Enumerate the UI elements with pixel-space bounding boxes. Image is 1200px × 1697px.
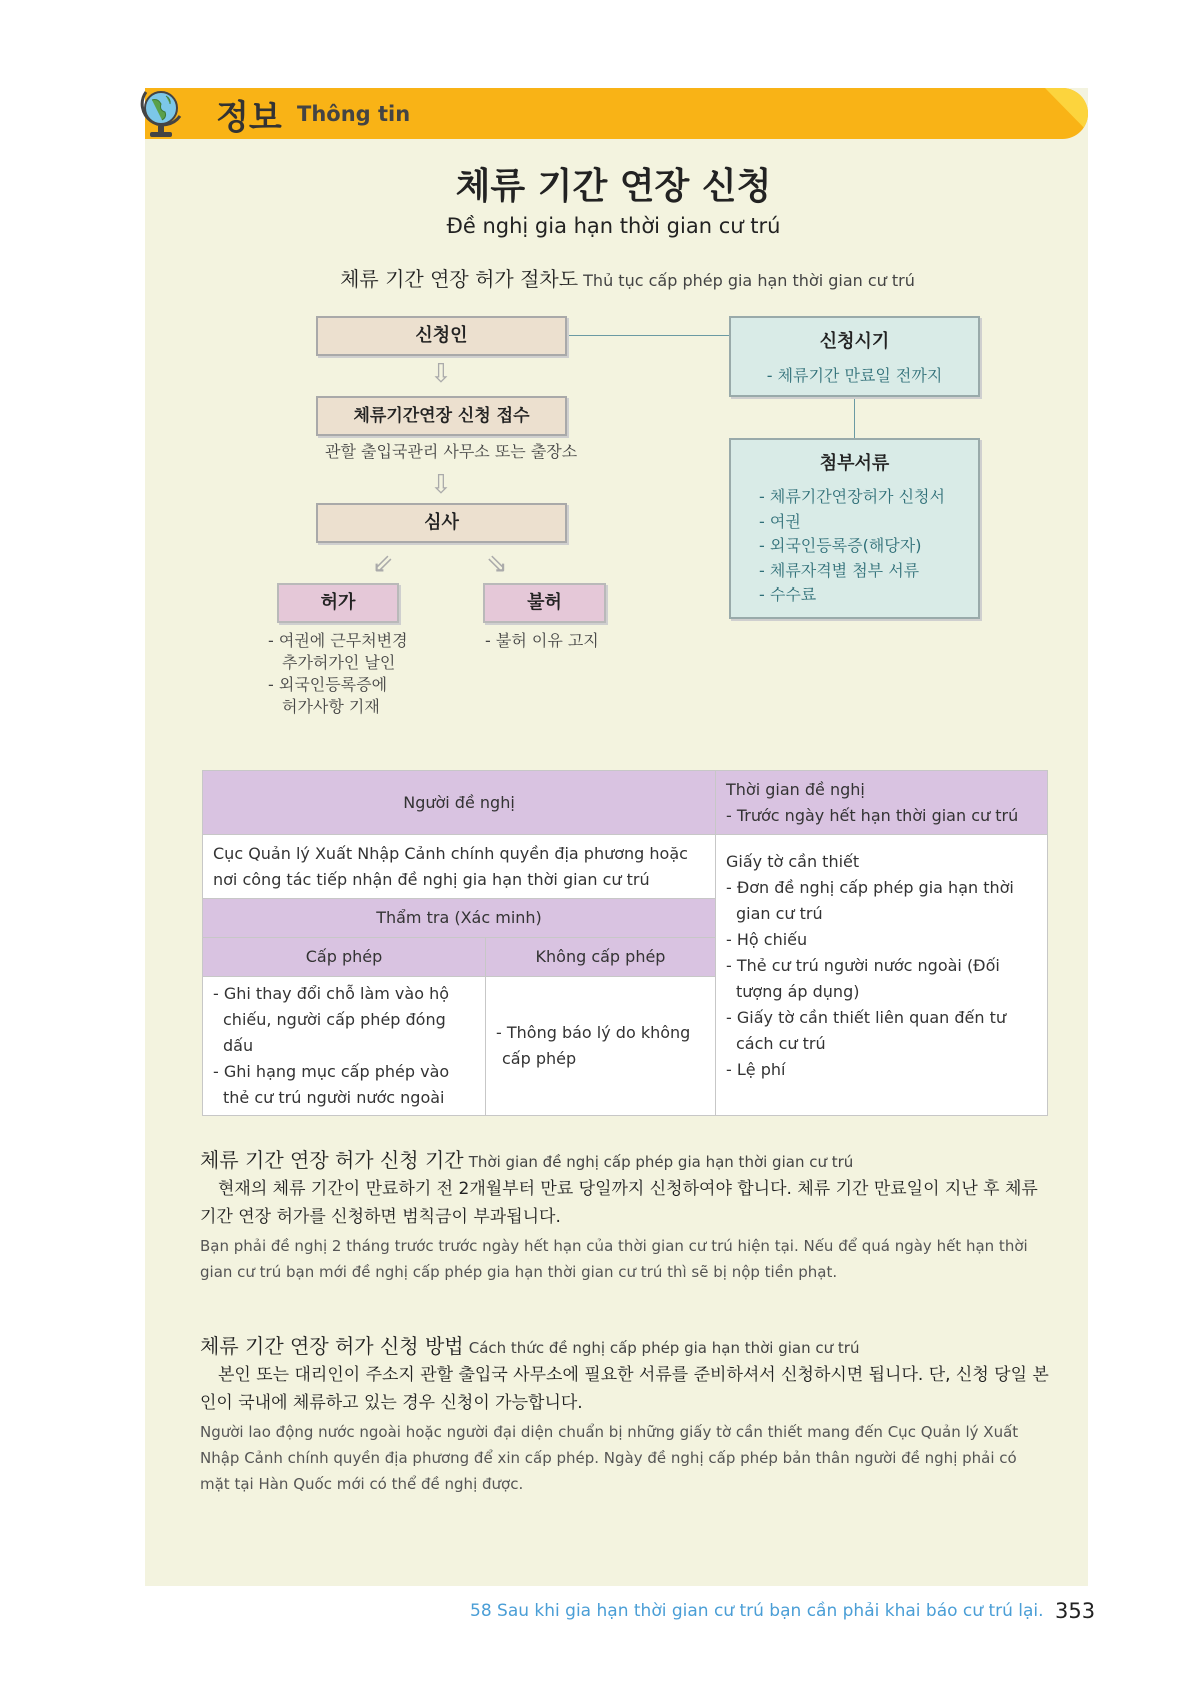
approve-note-4: 허가사항 기재 [282,697,380,716]
approve-note-3: - 외국인등록증에 [268,675,388,694]
docs-cell-item: - Lệ phí [726,1060,786,1079]
arrow-down-right-icon: ⇘ [486,549,508,579]
docs-item: - 수수료 [759,585,817,604]
docs-item: - 체류자격별 첨부 서류 [759,560,920,580]
globe-icon [140,86,184,140]
arrow-down-icon: ⇩ [430,470,452,500]
section2-heading-ko: 체류 기간 연장 허가 신청 방법 [200,1334,464,1358]
table-row [203,771,1048,835]
procedure-heading-ko: 체류 기간 연장 허가 절차도 [340,267,579,291]
page-title: 체류 기간 연장 신청 [455,166,772,207]
flow-applicant-label: 신청인 [415,325,468,346]
approve-cell-item: - Ghi hạng mục cấp phép vào thẻ cư trú người nước ngoài [213,1062,450,1107]
office-cell: Cục Quản lý Xuất Nhập Cảnh chính quyền địa phương hoặc nơi công tác tiếp nhận đề nghị gia hạn thời gian cư trú [203,835,716,899]
section2-body-ko: 본인 또는 대리인이 주소지 관할 출입국 사무소에 필요한 서류를 준비하셔서 신청하시면 됩니다. 단, 신청 당일 본인이 국내에 체류하고 있는 경우 신청이 가능합니다. [200,1365,1049,1413]
docs-item: - 여권 [759,511,801,531]
flow-timing-note: - 체류기간 만료일 전까지 [766,366,943,385]
docs-item: - 체류기간연장허가 신청서 [759,487,945,506]
flow-reject-label: 불허 [527,592,562,613]
time-header-note: - Trước ngày hết hạn thời gian cư trú [726,805,1019,825]
page-number: 353 [1055,1599,1096,1623]
approve-cell-item: - Ghi thay đổi chỗ làm vào hộ chiếu, người cấp phép đóng dấu [213,984,449,1055]
section2-body-vi: Người lao động nước ngoài hoặc người đại diện chuẩn bị những giấy tờ cần thiết mang đến Cục Quản lý Xuất Nhập Cảnh chính quyền địa phương để xin cấp phép. Ngày đề nghị cấp phép bản thân người đề nghị phải có mặt tại Hàn Quốc mới có thể đề nghị được. [200,1423,1019,1493]
section2-heading [200,1330,859,1359]
reject-cell [486,977,716,1116]
footnote: 58 Sau khi gia hạn thời gian cư trú bạn cần phải khai báo cư trú lại. [470,1601,1044,1621]
section1-heading-vi: Thời gian đề nghị cấp phép gia hạn thời gian cư trú [468,1153,854,1171]
flow-timing [729,316,980,397]
flow-approve-notes [268,630,408,718]
flow-receipt [316,396,567,436]
section1-body-vi: Bạn phải đề nghị 2 tháng trước trước ngày hết hạn của thời gian cư trú hiện tại. Nếu để quá ngày hết hạn thời gian cư trú bạn mới đề nghị cấp phép gia hạn thời gian cư trú thì sẽ bị nộp tiền phạt. [200,1237,1028,1281]
section1-heading-ko: 체류 기간 연장 허가 신청 기간 [200,1148,464,1172]
reject-cell-item: - Thông báo lý do không cấp phép [496,1023,691,1068]
flow-receipt-note: 관할 출입국관리 사무소 또는 출장소 [325,442,578,461]
arrow-down-left-icon: ⇙ [372,549,394,579]
docs-item: - 외국인등록증(해당자) [759,536,922,555]
approve-cell [203,977,486,1116]
procedure-table [202,770,1048,1116]
header-subtitle: Thông tin [297,102,411,126]
table-row [203,835,1048,899]
docs-cell-item: - Hộ chiếu [726,930,808,949]
flow-approve-label: 허가 [320,592,356,613]
flow-docs-title: 첨부서류 [819,453,890,474]
procedure-heading [0,263,1200,292]
procedure-heading-vi: Thủ tục cấp phép gia hạn thời gian cư trú [583,271,915,290]
docs-cell-item: - Đơn đề nghị cấp phép gia hạn thời gian cư trú [726,878,1014,923]
flow-timing-title: 신청시기 [819,331,890,352]
approve-header: Cấp phép [203,938,486,977]
approve-note-2: 추가허가인 날인 [282,653,396,672]
header-banner [145,88,1088,139]
flow-approve [277,583,399,623]
flow-docs [729,438,980,619]
connector-timing-docs [854,396,855,438]
docs-cell-title: Giấy tờ cần thiết [726,852,860,871]
section1-body-ko: 현재의 체류 기간이 만료하기 전 2개월부터 만료 당일까지 신청하여야 합니다. 체류 기간 만료일이 지난 후 체류 기간 연장 허가를 신청하면 범칙금이 부과됩니다. [200,1179,1038,1227]
reject-header: Không cấp phép [486,938,716,977]
flow-review-label: 심사 [424,512,459,533]
time-header-title: Thời gian đề nghị [726,779,865,799]
docs-cell [716,835,1048,1116]
arrow-down-icon: ⇩ [430,359,452,389]
page-title-vi: Đề nghị gia hạn thời gian cư trú [446,214,781,238]
banner-stripe [1045,88,1088,139]
section1-heading [200,1144,853,1173]
flow-reject [483,583,606,623]
docs-cell-item: - Giấy tờ cần thiết liên quan đến tư cách cư trú [726,1008,1007,1053]
docs-cell-item: - Thẻ cư trú người nước ngoài (Đối tượng áp dụng) [726,956,1000,1001]
header-title: 정보 [216,98,282,138]
applicant-header: Người đề nghị [203,771,716,835]
flow-review [316,503,567,543]
flow-reject-note: - 불허 이유 고지 [485,631,599,650]
approve-note-1: - 여권에 근무처변경 [268,631,408,650]
flow-applicant [316,316,567,356]
review-header: Thẩm tra (Xác minh) [203,899,716,938]
flow-docs-list [759,485,978,608]
time-header [716,771,1048,835]
section2-heading-vi: Cách thức đề nghị cấp phép gia hạn thời gian cư trú [468,1339,860,1357]
connector-applicant-timing [567,335,729,336]
flow-receipt-label: 체류기간연장 신청 접수 [353,406,530,426]
